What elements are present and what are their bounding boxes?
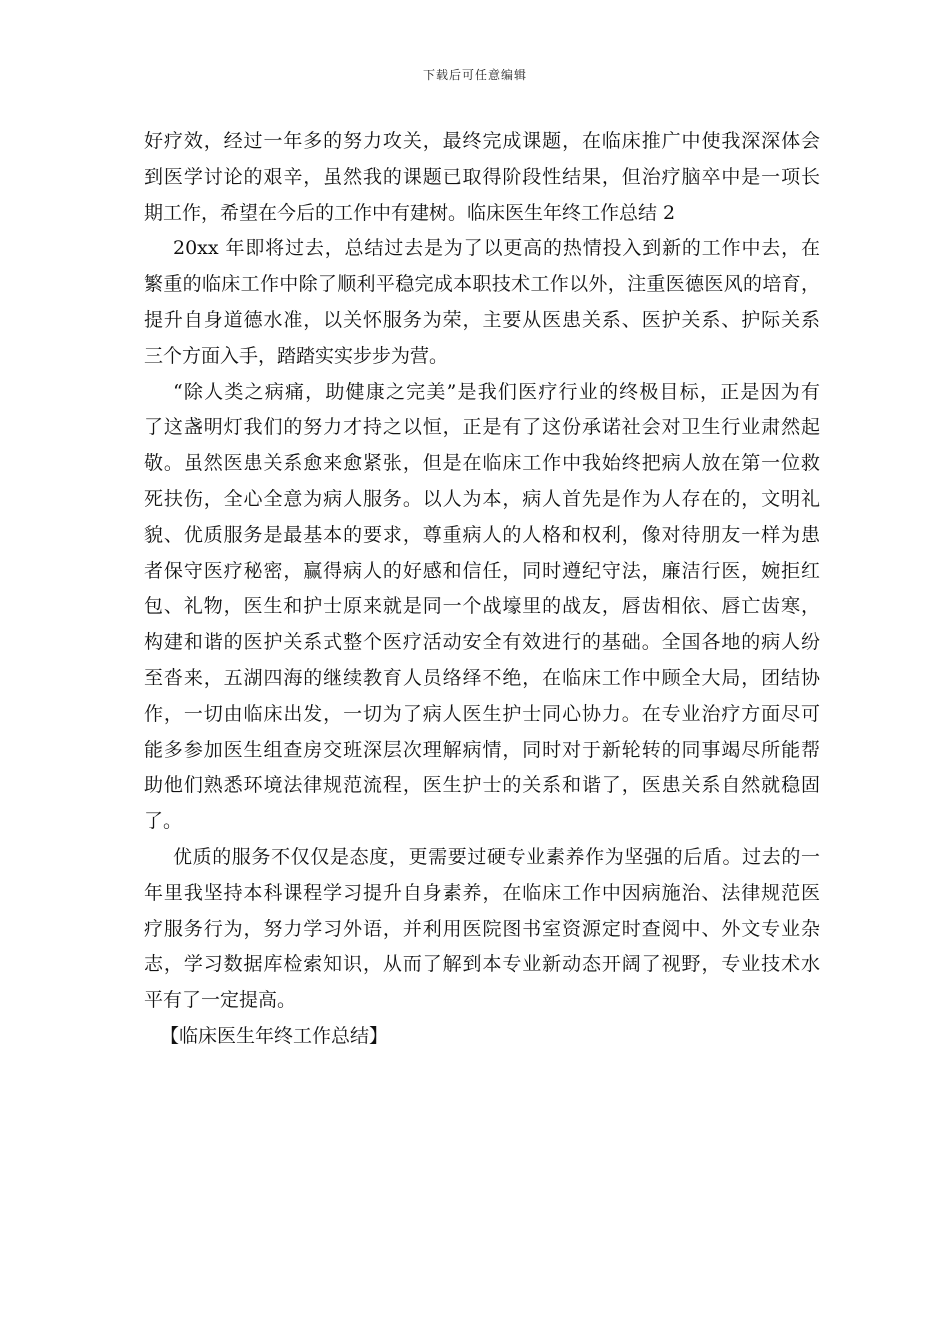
text-line: 提升自身道德水准，以关怀服务为荣，主要从医患关系、医护关系、护际关系	[144, 308, 820, 331]
section-title: 【临床医生年终工作总结】	[160, 1024, 389, 1047]
text-line: 年里我坚持本科课程学习提升自身素养，在临床工作中因病施治、法律规范医	[144, 881, 820, 904]
text-line: 至沓来，五湖四海的继续教育人员络绎不绝，在临床工作中顾全大局，团结协	[144, 666, 820, 689]
text-line: 疗服务行为，努力学习外语，并利用医院图书室资源定时查阅中、外文专业杂	[144, 917, 820, 940]
document-body	[144, 124, 820, 1055]
text-line: 了。	[144, 810, 183, 833]
paragraph	[144, 124, 820, 231]
text-line: 了这盏明灯我们的努力才持之以恒，正是有了这份承诺社会对卫生行业肃然起	[144, 416, 820, 439]
text-line: 优质的服务不仅仅是态度，更需要过硬专业素养作为坚强的后盾。过去的一	[173, 845, 820, 868]
text-line: 包、礼物，医生和护士原来就是同一个战壕里的战友，唇齿相依、唇亡齿寒，	[144, 595, 820, 618]
text-line: 平有了一定提高。	[144, 989, 297, 1012]
text-line: 貌、优质服务是最基本的要求，尊重病人的人格和权利，像对待朋友一样为患	[144, 523, 820, 546]
page-header: 下载后可任意编辑	[422, 68, 527, 82]
paragraph	[144, 840, 820, 1019]
text-line: 繁重的临床工作中除了顺利平稳完成本职技术工作以外，注重医德医风的培育，	[144, 273, 820, 296]
text-line: 作，一切由临床出发，一切为了病人医生护士同心协力。在专业治疗方面尽可	[144, 702, 820, 725]
paragraph	[144, 375, 820, 840]
text-line: 到医学讨论的艰辛，虽然我的课题已取得阶段性结果，但治疗脑卒中是一项长	[144, 165, 820, 188]
text-line: 好疗效，经过一年多的努力攻关，最终完成课题，在临床推广中使我深深体会	[144, 130, 820, 152]
paragraph	[144, 231, 820, 374]
text-line: 敬。虽然医患关系愈来愈紧张，但是在临床工作中我始终把病人放在第一位救	[144, 452, 820, 475]
text-line: 志，学习数据库检索知识，从而了解到本专业新动态开阔了视野，专业技术水	[144, 953, 820, 976]
text-line: “除人类之病痛，助健康之完美”是我们医疗行业的终极目标，正是因为有	[173, 380, 820, 403]
text-line: 者保守医疗秘密，赢得病人的好感和信任，同时遵纪守法，廉洁行医，婉拒红	[144, 559, 820, 582]
text-line: 构建和谐的医护关系式整个医疗活动安全有效进行的基础。全国各地的病人纷	[144, 631, 820, 654]
text-line: 死扶伤，全心全意为病人服务。以人为本，病人首先是作为人存在的，文明礼	[144, 487, 820, 510]
text-line: 三个方面入手，踏踏实实步步为营。	[144, 344, 449, 367]
text-line: 期工作，希望在今后的工作中有建树。临床医生年终工作总结 2	[144, 201, 676, 224]
text-line: 20xx 年即将过去，总结过去是为了以更高的热情投入到新的工作中去，在	[173, 237, 820, 260]
text-line: 能多参加医生组查房交班深层次理解病情，同时对于新轮转的同事竭尽所能帮	[144, 738, 820, 761]
text-line: 助他们熟悉环境法律规范流程，医生护士的关系和谐了，医患关系自然就稳固	[144, 774, 820, 797]
